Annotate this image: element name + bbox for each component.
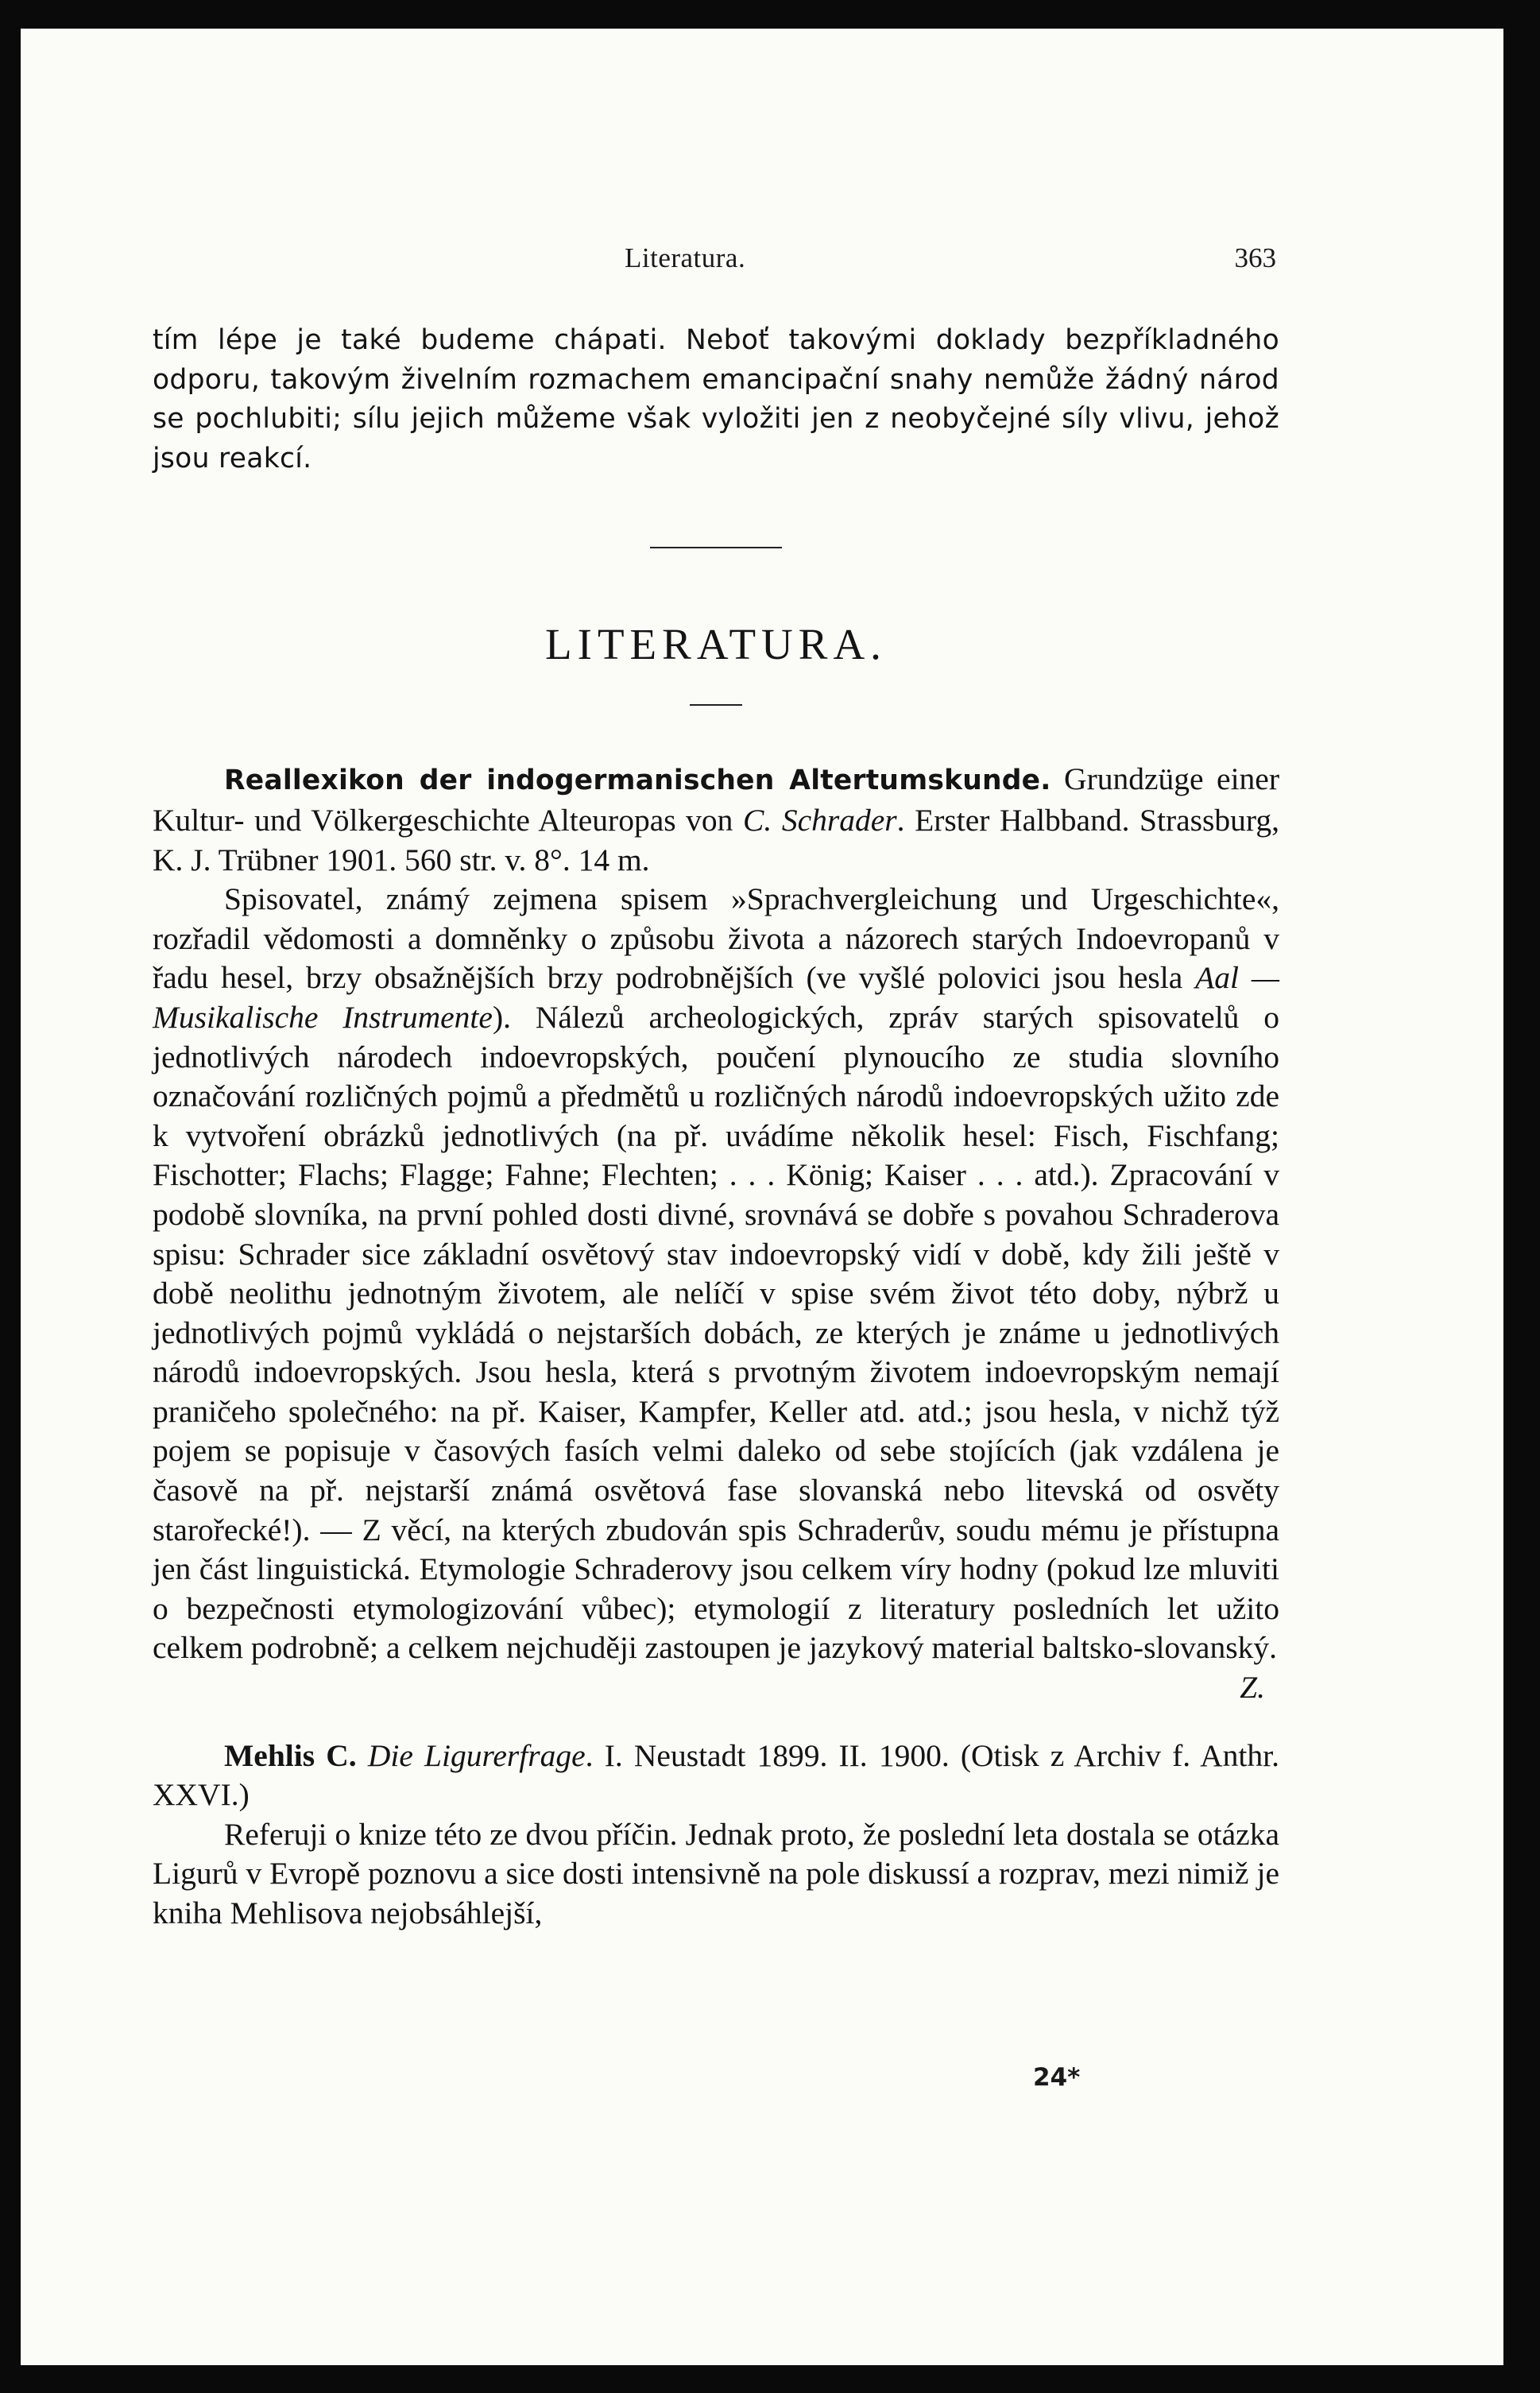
review-heading: Mehlis C. xyxy=(224,1737,357,1773)
review-body-part-1b: »Sprachvergleichung und Urgeschichte«, rozřadil vědomosti a domněnky o způsobu života a názorech starých Indoevropanů v řadu hesel, brzy obsažnějších brzy podrobnějších (ve vyšlé polovici jsou hesla xyxy=(153,881,1279,996)
review-heading: Reallexikon der indogermanischen Altertumskunde. xyxy=(224,765,1051,797)
review-citation xyxy=(153,1737,1279,1815)
review-body-part-2b: . — Z věcí, na kterých zbudován spis Schraderův, soudu mému je přístupna jen část linguistická. Etymologie Schraderovy jsou celkem víry hodny (pokud lze mluviti o bezpečnosti etymologizování vůbec); etymologií z literatury posledních let užito celkem podrobně; a celkem nejchuději zastoupen je jazykový material baltsko-slovanský. xyxy=(153,1512,1279,1666)
review-mehlis xyxy=(153,1737,1279,1934)
running-head xyxy=(153,238,1279,278)
review-entry-range: Aal — Musikalische Instrumente xyxy=(153,960,1279,1035)
review-citation-details: . Erster Halbband. Strassburg, K. J. Trübner 1901. 560 str. v. 8°. 14 m. xyxy=(153,802,1279,877)
review-body: Referuji o knize této ze dvou příčin. Jednak proto, že poslední leta dostala se otázka Ligurů v Evropě poznovu a sice dosti intensivně na pole diskussí a rozprav, mezi nimiž je kniha Mehlisova nejobsáhlejší, xyxy=(153,1816,1279,1930)
review-citation xyxy=(153,760,1279,880)
page-number: 363 xyxy=(1234,242,1276,273)
review-citation-details: . I. Neustadt 1899. II. 1900. (Otisk z Archiv f. Anthr. XXVI.) xyxy=(153,1737,1280,1813)
section-title: LITERATURA. xyxy=(545,620,887,669)
intro-paragraph: tím lépe je také budeme chápati. Neboť takovými doklady bezpříkladného odporu, takovým živelním rozmachem emancipační snahy nemůže žádný národ se pochlubiti; sílu jejich můžeme však vyložiti jen z neobyčejné síly vlivu, jehož jsou reakcí. xyxy=(153,324,1279,474)
review-reallexikon xyxy=(153,760,1279,1707)
review-citation-text: Grundzüge einer Kultur- und Völkergeschichte Alteuropas von xyxy=(153,761,1279,838)
review-body-part-1a: Spisovatel, známý zejmena spisem xyxy=(224,881,732,917)
book-page xyxy=(21,29,1503,2365)
review-body xyxy=(153,880,1279,1668)
printer-signature-mark: 24* xyxy=(1033,2063,1081,2092)
review-book-title: Die Ligurerfrage xyxy=(367,1737,586,1773)
review-body-part-2a: Zpracování v podobě slovníka, na první pohled dosti divné, srovnává se dobře s povahou Schraderova spisu: Schrader sice základní osvětový stav indoevropský vidí v době, kdy žili ještě v době neolithu jednotným životem, ale nelíčí v spise svém život této doby, nýbrž u jednotlivých pojmů vykládá o nejstarších dobách, ze kterých je známe u jednotlivých národů indoevropských. Jsou hesla, která s prvotným životem indoevropským nemají praničeho společného: na př. Kaiser, Kampfer, Keller atd. atd.; jsou hesla, v nichž týž pojem se popisuje v časových fasích velmi daleko od sebe stojících (jak vzdálena je časově na př. nejstarší známá osvětová fase slovanská nebo litevská od osvěty starořecké!) xyxy=(153,1157,1279,1547)
section-divider-top xyxy=(650,547,782,548)
reviewer-signature: Z. xyxy=(1240,1670,1265,1706)
review-body-part-1c: ). Nálezů archeologických, zpráv starých spisovatelů o jednotlivých národech indoevropských, poučení plynoucího ze studia slovního označování rozličných pojmů a předmětů u rozličných národů indoevropských užito zde k vytvoření obrázků jednotlivých (na př. uvádíme několik hesel: Fisch, Fischfang; Fischotter; Flachs; Flagge; Fahne; Flechten; . . . König; Kaiser . . . atd.). xyxy=(153,999,1280,1193)
section-divider-bottom xyxy=(690,704,742,706)
running-title: Literatura. xyxy=(625,242,746,273)
page-content xyxy=(153,238,1279,1934)
review-author: C. Schrader xyxy=(743,802,897,838)
